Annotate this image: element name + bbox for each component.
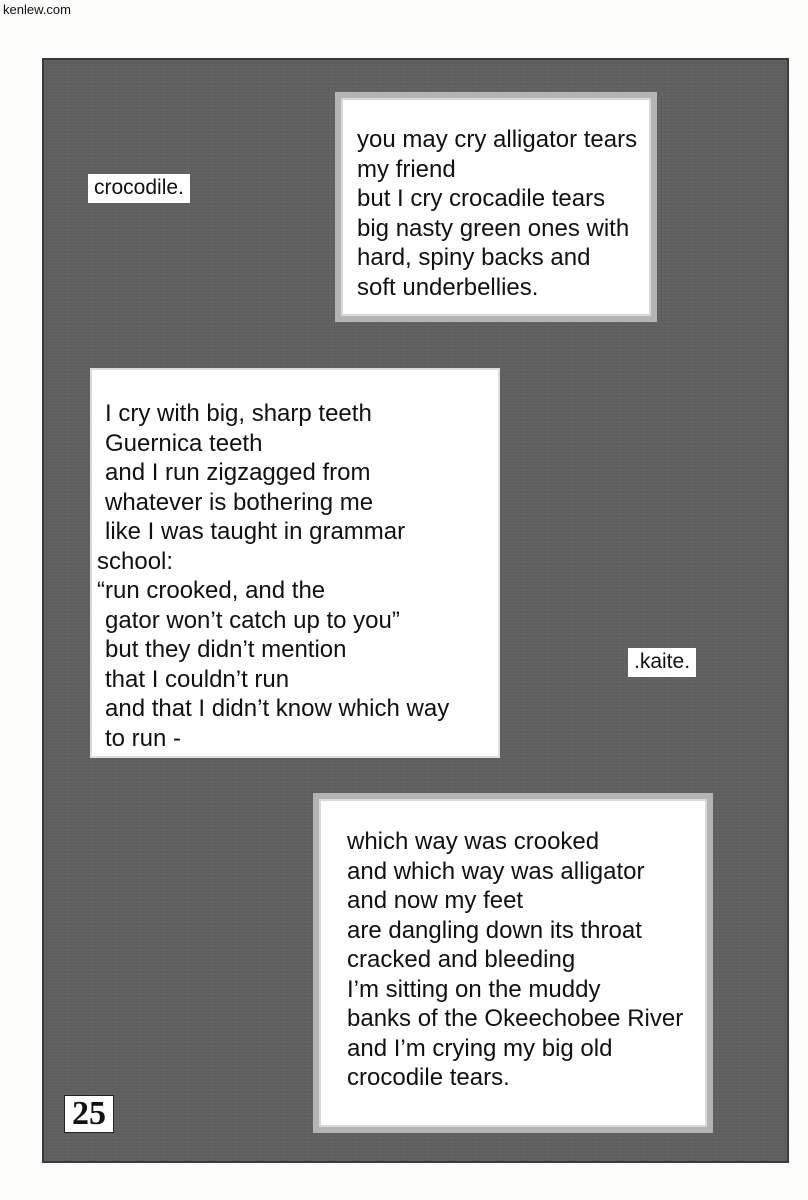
stanza-line: banks of the Okeechobee River	[347, 1005, 684, 1032]
stanza-line: Guernica teeth	[105, 429, 263, 457]
stanza-line: soft underbellies.	[357, 273, 539, 301]
stanza-line: I cry with big, sharp teeth	[105, 400, 372, 427]
stanza-line: my friend	[357, 155, 456, 183]
title-label-crocodile: crocodile.	[88, 174, 190, 203]
stanza-line: and I run zigzagged from	[105, 459, 371, 486]
stanza-line: to run -	[105, 724, 182, 752]
stanza-line: and now my feet	[347, 887, 524, 914]
stanza-line: like I was taught in grammar	[105, 518, 406, 545]
site-watermark: kenlew.com	[3, 2, 71, 17]
stanza-line: are dangling down its throat	[347, 916, 642, 944]
stanza-box-2	[90, 368, 500, 758]
stanza-line: and that I didn’t know which way	[105, 695, 450, 722]
stanza-line: whatever is bothering me	[105, 488, 374, 516]
stanza-line: I’m sitting on the muddy	[347, 975, 601, 1003]
stanza-line: and I’m crying my big old	[347, 1034, 613, 1062]
stanza-line: but they didn’t mention	[105, 636, 347, 663]
stanza-line: crocodile tears.	[347, 1064, 510, 1091]
stanza-line: that I couldn’t run	[105, 665, 290, 693]
stanza-line: but I cry crocadile tears	[357, 185, 606, 212]
stanza-line: gator won’t catch up to you”	[105, 606, 400, 634]
stanza-line: you may cry alligator tears	[357, 126, 638, 153]
stanza-line: “run crooked, and the	[97, 577, 326, 604]
stanza-box-3	[313, 793, 713, 1133]
stanza-line: and which way was alligator	[347, 857, 645, 885]
page-number: 25	[64, 1095, 114, 1133]
stanza-line: which way was crooked	[347, 828, 600, 855]
stanza-line: big nasty green ones with	[357, 214, 630, 242]
stanza-line: hard, spiny backs and	[357, 244, 591, 271]
stanza-box-1	[335, 92, 657, 322]
stanza-line: school:	[97, 547, 174, 575]
stanza-line: cracked and bleeding	[347, 946, 576, 973]
author-label: .kaite.	[628, 648, 696, 677]
